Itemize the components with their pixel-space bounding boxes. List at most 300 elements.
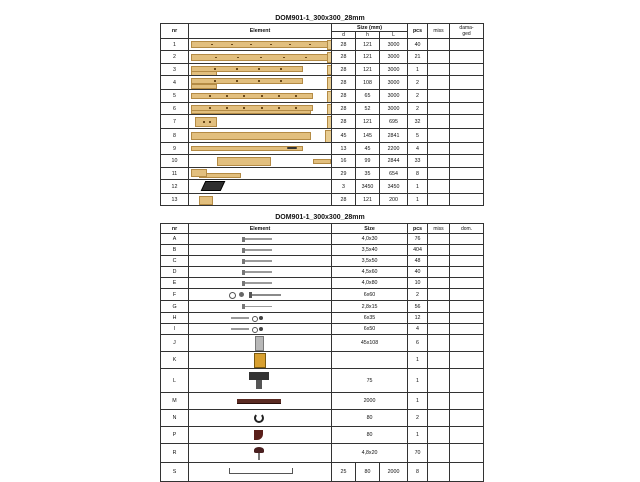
- header-size: Size (mm): [332, 24, 408, 32]
- element-cell: [189, 313, 332, 324]
- screw-head: [242, 270, 245, 275]
- h-cell: 108: [356, 76, 380, 90]
- header-nr: nr: [161, 224, 189, 234]
- hardware-row: [161, 335, 484, 352]
- miss-cell[interactable]: [428, 180, 450, 194]
- hardware-row: [161, 289, 484, 301]
- plank-mark: [226, 95, 228, 96]
- bolt-icon: [189, 289, 331, 300]
- timber-drawing: [189, 168, 331, 179]
- l-cell: 3000: [380, 90, 408, 103]
- timber-row: [161, 155, 484, 168]
- miss-cell[interactable]: [428, 335, 450, 352]
- nr-cell: 9: [161, 143, 189, 155]
- pcs-cell: 12: [408, 313, 428, 324]
- hardware-parts-table: [160, 223, 484, 482]
- element-cell: [189, 352, 332, 369]
- miss-cell[interactable]: [428, 194, 450, 206]
- timber-drawing: [189, 76, 331, 89]
- timber-table-title: DOM901-1_300x300_28mm: [275, 15, 365, 22]
- damaged-cell[interactable]: [450, 180, 484, 194]
- screw-icon: [189, 234, 331, 244]
- plank-shape: [217, 157, 271, 166]
- miss-cell[interactable]: [428, 234, 450, 245]
- nr-cell: A: [161, 234, 189, 245]
- washer-shape: [229, 292, 236, 299]
- plank-shape: [313, 159, 331, 164]
- gutter-hook-icon: [189, 410, 331, 426]
- pcs-cell: 40: [408, 267, 428, 278]
- plank-mark: [260, 57, 262, 59]
- d-cell: 3: [332, 180, 356, 194]
- h-cell: 65: [356, 90, 380, 103]
- h-cell: 52: [356, 103, 380, 115]
- screw-shank: [244, 238, 272, 240]
- timber-drawing: [189, 194, 331, 205]
- pcs-cell: 21: [408, 51, 428, 64]
- damaged-cell[interactable]: [450, 39, 484, 51]
- l-cell: 3000: [380, 64, 408, 76]
- element-cell: [189, 64, 332, 76]
- nr-cell: 5: [161, 90, 189, 103]
- bolt-set-icon: [189, 313, 331, 323]
- washer-shape: [252, 316, 258, 322]
- miss-cell[interactable]: [428, 289, 450, 301]
- timber-drawing: [189, 143, 331, 154]
- plank-mark: [270, 44, 272, 46]
- screw-head: [242, 304, 245, 309]
- size-cell: 3,5x50: [332, 256, 408, 267]
- pcs-cell: 2: [408, 410, 428, 427]
- element-cell: [189, 369, 332, 393]
- timber-parts-table: [160, 23, 484, 206]
- bracket-shape: [254, 353, 266, 368]
- timber-row: [161, 115, 484, 129]
- h-cell: 35: [356, 168, 380, 180]
- damaged-cell[interactable]: [450, 76, 484, 90]
- plank-mark: [211, 44, 213, 46]
- nr-cell: L: [161, 369, 189, 393]
- l-cell: 200: [380, 194, 408, 206]
- nr-cell: K: [161, 352, 189, 369]
- bolt-shank: [231, 317, 249, 318]
- plank-mark: [231, 44, 233, 46]
- screw-head: [242, 237, 245, 242]
- d-cell: 28: [332, 76, 356, 90]
- h-cell: 3450: [356, 180, 380, 194]
- plank-shape: [327, 116, 332, 129]
- miss-cell[interactable]: [428, 155, 450, 168]
- plank-mark: [280, 68, 282, 69]
- pcs-cell: 40: [408, 39, 428, 51]
- nr-cell: S: [161, 463, 189, 482]
- dom-cell[interactable]: [450, 352, 484, 369]
- plank-mark: [289, 44, 291, 46]
- h-cell: 145: [356, 129, 380, 143]
- timber-row: [161, 64, 484, 76]
- pcs-cell: 2: [408, 90, 428, 103]
- nut-shape: [259, 327, 263, 331]
- dom-cell[interactable]: [450, 369, 484, 393]
- pcs-cell: 10: [408, 278, 428, 289]
- hardware-row: [161, 324, 484, 335]
- nr-cell: 6: [161, 103, 189, 115]
- screw-shank: [244, 306, 272, 308]
- timber-row: [161, 90, 484, 103]
- hardware-row: [161, 427, 484, 444]
- damaged-cell[interactable]: [450, 155, 484, 168]
- plank-mark: [236, 80, 238, 81]
- header-damaged: dama- ged: [450, 24, 484, 39]
- d-cell: 28: [332, 194, 356, 206]
- pcs-cell: 2: [408, 103, 428, 115]
- miss-cell[interactable]: [428, 256, 450, 267]
- element-cell: [189, 76, 332, 90]
- nr-cell: R: [161, 444, 189, 463]
- pcs-cell: 1: [408, 180, 428, 194]
- pcs-cell: 56: [408, 301, 428, 313]
- element-cell: [189, 245, 332, 256]
- hardware-row: [161, 463, 484, 482]
- size-cell: 3,5x40: [332, 245, 408, 256]
- pcs-cell: 1: [408, 393, 428, 410]
- bolt-shank: [251, 294, 281, 296]
- timber-drawing: [189, 180, 331, 193]
- damaged-cell[interactable]: [450, 90, 484, 103]
- plank-mark: [226, 107, 228, 108]
- plank-shape: [191, 110, 311, 114]
- plank-shape: [191, 84, 217, 89]
- d-cell: 28: [332, 51, 356, 64]
- screw-shank: [258, 453, 260, 460]
- header-dom: dom.: [450, 224, 484, 234]
- dom-cell[interactable]: [450, 234, 484, 245]
- hardware-row: [161, 352, 484, 369]
- miss-cell[interactable]: [428, 168, 450, 180]
- size-cell: 2000: [332, 393, 408, 410]
- dom-cell[interactable]: [450, 324, 484, 335]
- l-cell: 3000: [380, 39, 408, 51]
- l-cell: 2844: [380, 155, 408, 168]
- roofing-screw-icon: [189, 444, 331, 462]
- pcs-cell: 4: [408, 324, 428, 335]
- size-cell: 4,0x30: [332, 234, 408, 245]
- miss-cell[interactable]: [428, 301, 450, 313]
- miss-cell[interactable]: [428, 64, 450, 76]
- h-cell: 121: [356, 194, 380, 206]
- damaged-cell[interactable]: [450, 51, 484, 64]
- size-cell: 75: [332, 369, 408, 393]
- miss-cell[interactable]: [428, 427, 450, 444]
- miss-cell[interactable]: [428, 278, 450, 289]
- plank-mark: [280, 80, 282, 81]
- pcs-cell: 2: [408, 289, 428, 301]
- nr-cell: 8: [161, 129, 189, 143]
- size-cell: 80: [332, 410, 408, 427]
- h-cell: 121: [356, 64, 380, 76]
- pcs-cell: 8: [408, 463, 428, 482]
- gutter-outlet-icon: [189, 369, 331, 392]
- plank-shape: [191, 41, 329, 48]
- screw-icon: [189, 267, 331, 277]
- dom-cell[interactable]: [450, 463, 484, 482]
- element-cell: [189, 234, 332, 245]
- header-element: Element: [189, 224, 332, 234]
- element-cell: [189, 180, 332, 194]
- plank-mark: [250, 44, 252, 46]
- plank-mark: [209, 95, 211, 96]
- miss-cell[interactable]: [428, 463, 450, 482]
- d-cell: 13: [332, 143, 356, 155]
- nr-cell: D: [161, 267, 189, 278]
- screw-head: [242, 259, 245, 264]
- element-cell: [189, 115, 332, 129]
- element-cell: [189, 39, 332, 51]
- hardware-row: [161, 245, 484, 256]
- element-cell: [189, 103, 332, 115]
- dom-cell[interactable]: [450, 427, 484, 444]
- plank-mark: [283, 57, 285, 59]
- hardware-row: [161, 278, 484, 289]
- header-pcs: pcs: [408, 24, 428, 39]
- element-cell: [189, 463, 332, 482]
- timber-row: [161, 180, 484, 194]
- miss-cell[interactable]: [428, 51, 450, 64]
- nr-cell: J: [161, 335, 189, 352]
- header-l: L: [380, 32, 408, 39]
- element-cell: [189, 289, 332, 301]
- damaged-cell[interactable]: [450, 194, 484, 206]
- l-cell: 654: [380, 168, 408, 180]
- miss-cell[interactable]: [428, 410, 450, 427]
- damaged-cell[interactable]: [450, 129, 484, 143]
- header-miss: miss: [428, 224, 450, 234]
- timber-drawing: [189, 103, 331, 114]
- hardware-row: [161, 313, 484, 324]
- plank-mark: [295, 95, 297, 96]
- dom-cell[interactable]: [450, 393, 484, 410]
- nut-shape: [259, 316, 263, 320]
- timber-drawing: [189, 51, 331, 63]
- plank-mark: [243, 95, 245, 96]
- element-cell: [189, 301, 332, 313]
- l-cell: 2200: [380, 143, 408, 155]
- damaged-cell[interactable]: [450, 143, 484, 155]
- plank-shape: [327, 104, 332, 115]
- plank-mark: [215, 57, 217, 59]
- miss-cell[interactable]: [428, 76, 450, 90]
- d-cell: 28: [332, 64, 356, 76]
- nr-cell: 7: [161, 115, 189, 129]
- miss-cell[interactable]: [428, 352, 450, 369]
- size-cell: 2000: [380, 463, 408, 482]
- plank-shape: [327, 65, 332, 75]
- pcs-cell: 5: [408, 129, 428, 143]
- element-cell: [189, 267, 332, 278]
- screw-icon: [189, 278, 331, 288]
- plank-mark: [209, 121, 211, 123]
- nr-cell: 10: [161, 155, 189, 168]
- size-cell: 80: [356, 463, 380, 482]
- miss-cell[interactable]: [428, 267, 450, 278]
- miss-cell[interactable]: [428, 115, 450, 129]
- timber-drawing: [189, 39, 331, 50]
- h-cell: 121: [356, 51, 380, 64]
- dom-cell[interactable]: [450, 245, 484, 256]
- miss-cell[interactable]: [428, 369, 450, 393]
- nr-cell: H: [161, 313, 189, 324]
- size-cell: 45x108: [332, 335, 408, 352]
- header-h: h: [356, 32, 380, 39]
- dom-cell[interactable]: [450, 335, 484, 352]
- plank-mark: [261, 107, 263, 108]
- screw-icon: [189, 256, 331, 266]
- d-cell: 29: [332, 168, 356, 180]
- nr-cell: E: [161, 278, 189, 289]
- miss-cell[interactable]: [428, 143, 450, 155]
- h-cell: 45: [356, 143, 380, 155]
- size-cell: 6x35: [332, 313, 408, 324]
- l-cell: 2841: [380, 129, 408, 143]
- plank-mark: [236, 68, 238, 69]
- plank-shape: [195, 117, 217, 127]
- dom-cell[interactable]: [450, 410, 484, 427]
- plank-shape: [191, 54, 329, 61]
- plank-shape: [327, 77, 332, 90]
- miss-cell[interactable]: [428, 39, 450, 51]
- miss-cell[interactable]: [428, 444, 450, 463]
- bracket-icon: [189, 352, 331, 368]
- plank-mark: [214, 80, 216, 81]
- gutter-shape: [237, 399, 281, 404]
- h-cell: 121: [356, 39, 380, 51]
- timber-row: [161, 103, 484, 115]
- plank-shape: [327, 52, 332, 63]
- timber-row: [161, 39, 484, 51]
- element-cell: [189, 194, 332, 206]
- plank-mark: [258, 68, 260, 69]
- nut-shape: [239, 292, 244, 297]
- timber-drawing: [189, 129, 331, 142]
- element-cell: [189, 51, 332, 64]
- nr-cell: 12: [161, 180, 189, 194]
- size-cell: 2,8x15: [332, 301, 408, 313]
- plank-mark: [209, 107, 211, 108]
- element-cell: [189, 168, 332, 180]
- dom-cell[interactable]: [450, 267, 484, 278]
- size-cell: 4,0x80: [332, 278, 408, 289]
- hardware-row: [161, 267, 484, 278]
- header-d: d: [332, 32, 356, 39]
- gutter-icon: [189, 393, 331, 409]
- miss-cell[interactable]: [428, 393, 450, 410]
- hardware-row: [161, 444, 484, 463]
- size-cell: [332, 352, 408, 369]
- bolt-head: [249, 292, 252, 298]
- pcs-cell: 76: [408, 234, 428, 245]
- element-cell: [189, 324, 332, 335]
- nr-cell: C: [161, 256, 189, 267]
- timber-row: [161, 76, 484, 90]
- nr-cell: 11: [161, 168, 189, 180]
- nr-cell: 3: [161, 64, 189, 76]
- header-element: Element: [189, 24, 332, 39]
- dom-cell[interactable]: [450, 278, 484, 289]
- damaged-cell[interactable]: [450, 103, 484, 115]
- hardware-row: [161, 234, 484, 245]
- bolt-set-icon: [189, 324, 331, 334]
- timber-drawing: [189, 155, 331, 167]
- d-cell: 28: [332, 103, 356, 115]
- dom-cell[interactable]: [450, 444, 484, 463]
- miss-cell[interactable]: [428, 103, 450, 115]
- screw-head: [242, 281, 245, 286]
- header-miss: miss: [428, 24, 450, 39]
- nr-cell: P: [161, 427, 189, 444]
- rod-shape: [229, 468, 293, 474]
- screw-shank: [244, 271, 272, 273]
- screw-shank: [244, 249, 272, 251]
- plank-shape: [191, 93, 313, 99]
- timber-row: [161, 168, 484, 180]
- miss-cell[interactable]: [428, 324, 450, 335]
- screw-shank: [244, 260, 272, 262]
- l-cell: 3000: [380, 103, 408, 115]
- size-cell: 4,8x20: [332, 444, 408, 463]
- damaged-cell[interactable]: [450, 64, 484, 76]
- nr-cell: M: [161, 393, 189, 410]
- hardware-row: [161, 369, 484, 393]
- size-cell: 25: [332, 463, 356, 482]
- element-cell: [189, 427, 332, 444]
- plank-mark: [295, 107, 297, 108]
- dom-cell[interactable]: [450, 256, 484, 267]
- h-cell: 121: [356, 115, 380, 129]
- pcs-cell: 404: [408, 245, 428, 256]
- dom-cell[interactable]: [450, 313, 484, 324]
- plank-shape: [199, 196, 213, 205]
- plank-shape: [325, 130, 332, 143]
- hardware-row: [161, 393, 484, 410]
- header-pcs: pcs: [408, 224, 428, 234]
- roof-sheet-shape: [201, 181, 226, 191]
- miss-cell[interactable]: [428, 313, 450, 324]
- timber-row: [161, 129, 484, 143]
- outlet-pipe: [256, 380, 262, 389]
- hardware-row: [161, 410, 484, 427]
- dom-cell[interactable]: [450, 289, 484, 301]
- miss-cell[interactable]: [428, 245, 450, 256]
- d-cell: 28: [332, 90, 356, 103]
- damaged-cell[interactable]: [450, 168, 484, 180]
- pcs-cell: 1: [408, 352, 428, 369]
- miss-cell[interactable]: [428, 90, 450, 103]
- dom-cell[interactable]: [450, 301, 484, 313]
- damaged-cell[interactable]: [450, 115, 484, 129]
- element-cell: [189, 393, 332, 410]
- element-cell: [189, 278, 332, 289]
- element-cell: [189, 129, 332, 143]
- pcs-cell: 1: [408, 369, 428, 393]
- plank-shape: [191, 169, 207, 177]
- plank-mark: [261, 95, 263, 96]
- hook-shape: [254, 413, 264, 423]
- nr-cell: B: [161, 245, 189, 256]
- l-cell: 3000: [380, 76, 408, 90]
- timber-drawing: [189, 64, 331, 75]
- size-cell: 6x60: [332, 289, 408, 301]
- miss-cell[interactable]: [428, 129, 450, 143]
